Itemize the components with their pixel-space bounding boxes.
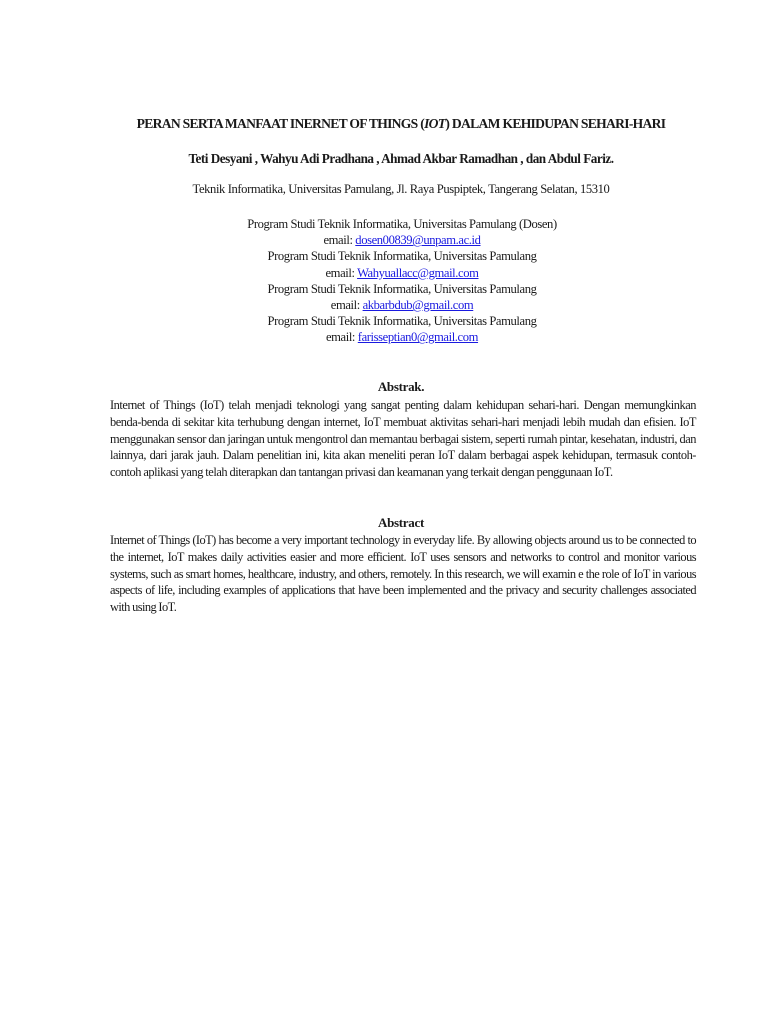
contact-program-3: Program Studi Teknik Informatika, Universitas Pamulang xyxy=(267,281,537,296)
contact-program-4: Program Studi Teknik Informatika, Universitas Pamulang xyxy=(267,314,537,329)
paper-affiliation: Teknik Informatika, Universitas Pamulang, Jl. Raya Puspiptek, Tangerang Selatan, 15310 xyxy=(192,182,610,196)
contact-email-line-1: email: dosen00839@unpam.ac.id xyxy=(323,233,481,248)
paper-title: PERAN SERTA MANFAAT INERNET OF THINGS (IOT) DALAM KEHIDUPAN SEHARI-HARI xyxy=(136,116,666,131)
contact-email-line-2: email: Wahyuallacc@gmail.com xyxy=(325,265,479,280)
email-link-4[interactable]: farisseptian0@gmail.com xyxy=(357,330,479,345)
email-link-2[interactable]: Wahyuallacc@gmail.com xyxy=(357,265,479,280)
contact-email-line-3: email: akbarbdub@gmail.com xyxy=(330,298,474,313)
contact-program-1: Program Studi Teknik Informatika, Universitas Pamulang (Dosen) xyxy=(247,217,557,231)
paper-authors: Teti Desyani , Wahyu Adi Pradhana , Ahmad Akbar Ramadhan , dan Abdul Fariz. xyxy=(188,151,614,166)
abstrak-heading: Abstrak. xyxy=(377,379,425,394)
abstract-paragraph: Internet of Things (IoT) has become a very important technology in everyday life. By allowing objects around us to be connected to the internet, IoT makes daily activities easier and more efficient. IoT uses sensors and networks to control and monitor various systems, such as smart homes, healthcare, industry, and others, remotely. In this research, we will examin e the role of IoT in various aspects of life, including examples of applications that have been implemented and the privacy and security challenges associated with using IoT. xyxy=(110,533,696,615)
paper-title-iot: IOT xyxy=(424,116,446,131)
contact-email-line-4: email: farisseptian0@gmail.com xyxy=(325,330,479,345)
email-link-3[interactable]: akbarbdub@gmail.com xyxy=(362,298,474,313)
abstract-heading: Abstract xyxy=(378,515,424,530)
email-link-1[interactable]: dosen00839@unpam.ac.id xyxy=(355,233,481,248)
author-contacts xyxy=(150,216,654,346)
contact-program-2: Program Studi Teknik Informatika, Universitas Pamulang xyxy=(267,249,537,264)
abstrak-paragraph: Internet of Things (IoT) telah menjadi teknologi yang sangat penting dalam kehidupan sehari-hari. Dengan memungkinkan benda-benda di sekitar kita terhubung dengan internet, IoT membuat aktivitas sehari-hari menjadi lebih mudah dan efisien. IoT menggunakan sensor dan jaringan untuk mengontrol dan memantau berbagai sistem, seperti rumah pintar, kesehatan, industri, dan lainnya, dari jarak jauh. Dalam penelitian ini, kita akan meneliti peran IoT dalam berbagai aspek kehidupan, termasuk contoh-contoh aplikasi yang telah diterapkan dan tantangan privasi dan keamanan yang terkait dengan penggunaan IoT. xyxy=(110,398,696,480)
